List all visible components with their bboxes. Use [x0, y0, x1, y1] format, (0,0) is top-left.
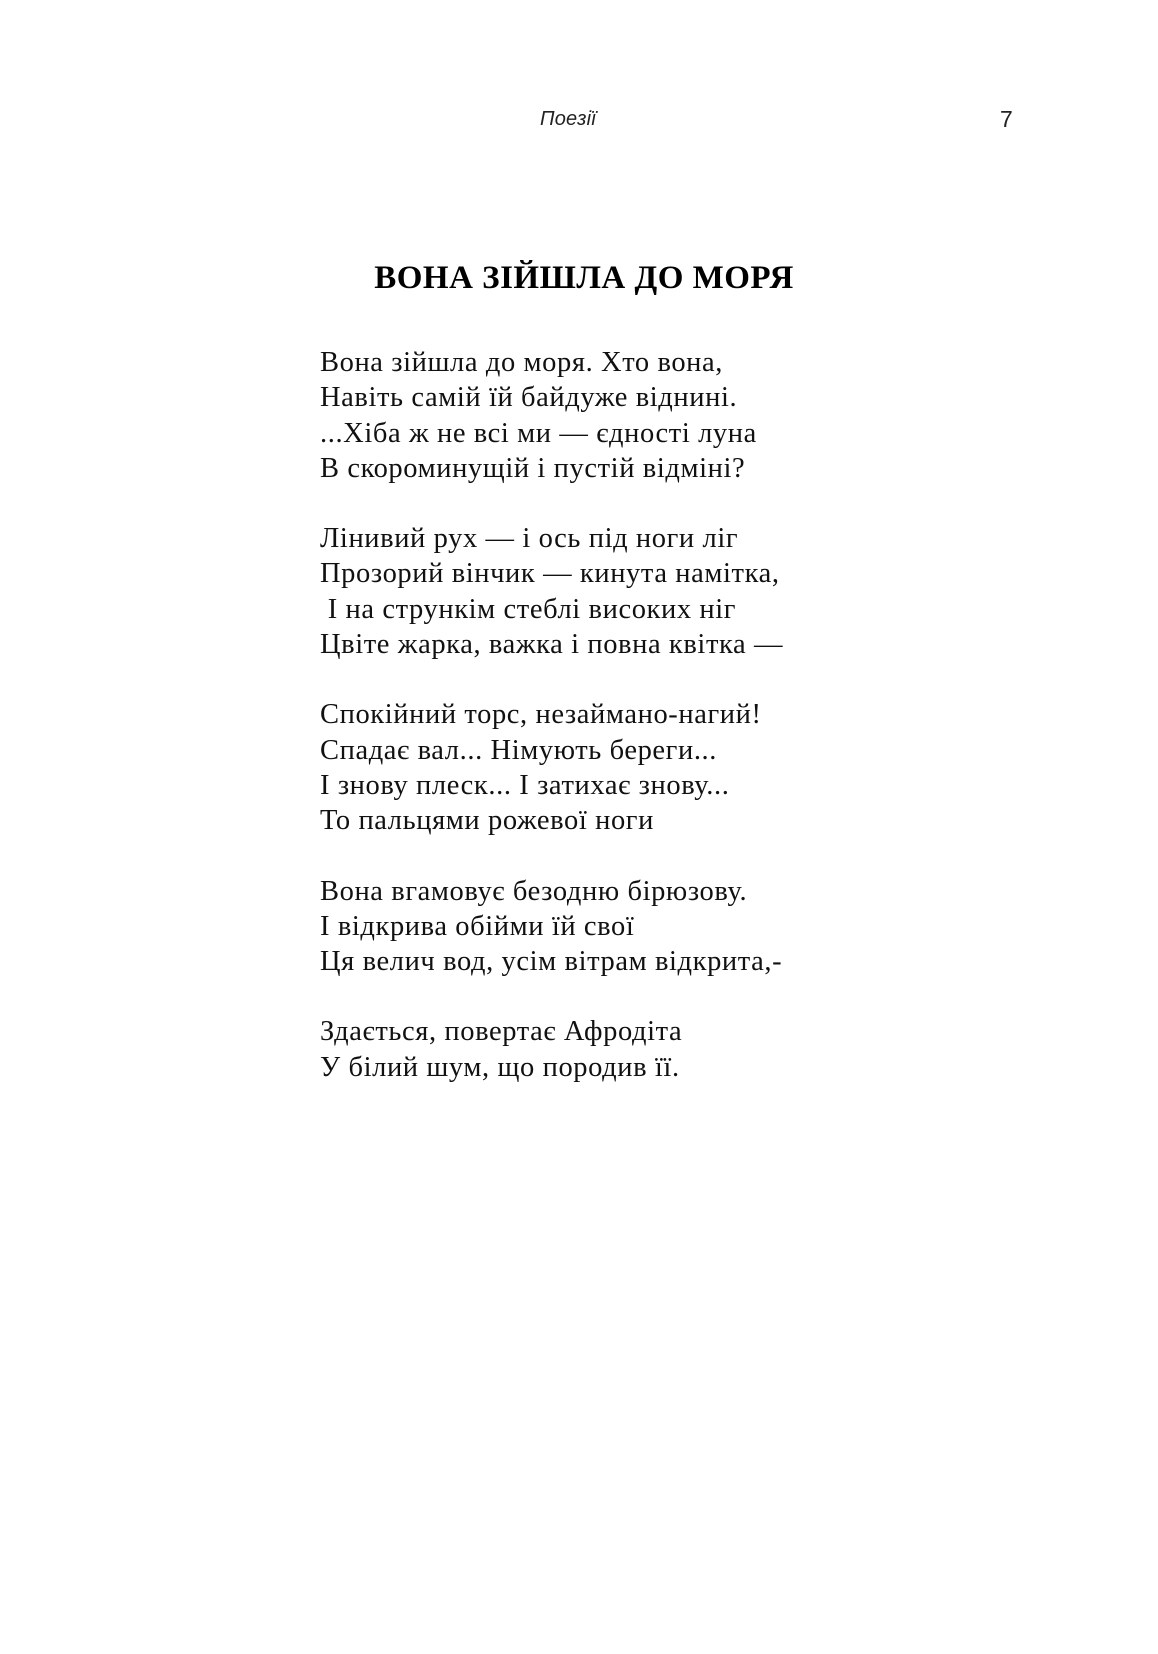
poem-line: Прозорий вінчик — кинута намітка,	[320, 558, 780, 590]
stanza-3	[320, 697, 783, 838]
poem-line: Вона вгамовує безодню бірюзову.	[320, 875, 748, 907]
poem-line: Здається, повертає Афродіта	[320, 1016, 683, 1048]
poem-line: То пальцями рожевої ноги	[320, 805, 654, 837]
poem-line: В скороминущій і пустій відміні?	[320, 452, 746, 484]
poem-title: ВОНА ЗІЙШЛА ДО МОРЯ	[374, 260, 794, 296]
poem-line: Ця велич вод, усім вітрам відкрита,-	[320, 946, 783, 978]
poem-line: І на стрункім стеблі високих ніг	[320, 593, 737, 625]
poem-line: Спокійний торс, незаймано-нагий!	[320, 699, 762, 731]
poem-line: ...Хіба ж не всі ми — єдності луна	[320, 417, 757, 449]
poem-body	[320, 345, 783, 1120]
poem-line: Лінивий рух — і ось під ноги ліг	[320, 523, 739, 555]
poem-line: У білий шум, що породив її.	[320, 1051, 680, 1083]
poem-line: Вона зійшла до моря. Хто вона,	[320, 347, 724, 378]
running-title: Поезії	[540, 108, 596, 130]
poem-line: І відкрива обійми їй свої	[320, 910, 635, 942]
stanza-2	[320, 521, 783, 662]
poem-line: Цвіте жарка, важка і повна квітка —	[320, 629, 784, 661]
page-number: 7	[1000, 106, 1013, 132]
stanza-4	[320, 874, 783, 980]
poem-line: І знову плеск... І затихає знову...	[320, 769, 730, 801]
poem-line: Навіть самій їй байдуже віднині.	[320, 382, 738, 414]
running-header	[0, 108, 1158, 138]
stanza-1	[320, 345, 783, 486]
stanza-5	[320, 1014, 783, 1085]
poem-line: Спадає вал... Німують береги...	[320, 734, 717, 766]
